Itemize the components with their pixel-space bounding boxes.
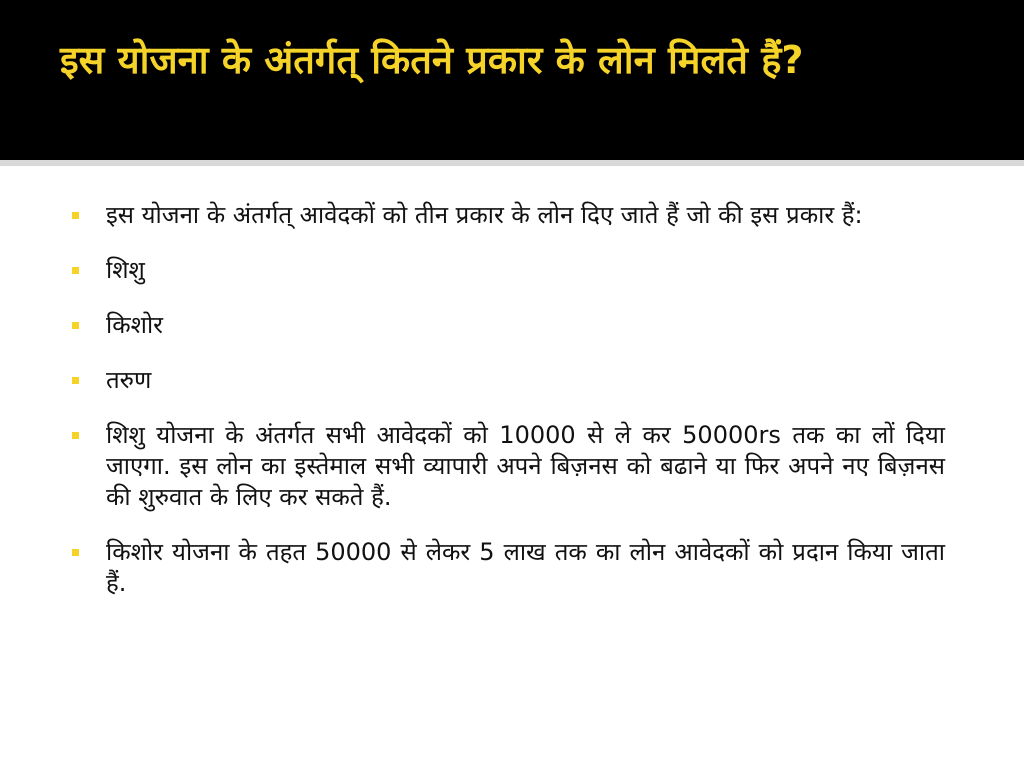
square-bullet-icon <box>72 549 79 556</box>
title-bar <box>0 0 1024 160</box>
bullet-item-intro <box>70 200 945 231</box>
bullet-text: इस योजना के अंतर्गत् आवेदकों को तीन प्रकार के लोन दिए जाते हैं जो की इस प्रकार हैं: <box>106 201 863 229</box>
bullet-item-kishor-detail <box>70 537 945 599</box>
square-bullet-icon <box>72 267 79 274</box>
bullet-item-shishu-detail <box>70 420 945 513</box>
square-bullet-icon <box>72 377 79 384</box>
bullet-text: किशोर योजना के तहत 50000 से लेकर 5 लाख तक का लोन आवेदकों को प्रदान किया जाता हैं. <box>106 538 945 597</box>
bullet-text: तरुण <box>106 366 152 394</box>
title-divider <box>0 160 1024 166</box>
bullet-list <box>70 200 945 623</box>
bullet-text: किशोर <box>106 311 163 339</box>
bullet-item-shishu <box>70 255 945 286</box>
slide-title: इस योजना के अंतर्गत् कितने प्रकार के लोन मिलते हैं? <box>60 38 804 82</box>
bullet-item-kishor <box>70 310 945 341</box>
square-bullet-icon <box>72 322 79 329</box>
bullet-item-tarun <box>70 365 945 396</box>
bullet-text: शिशु <box>106 256 145 284</box>
square-bullet-icon <box>72 432 79 439</box>
square-bullet-icon <box>72 212 79 219</box>
bullet-text: शिशु योजना के अंतर्गत सभी आवेदकों को 10000 से ले कर 50000rs तक का लों दिया जाएगा. इस लोन का इस्तेमाल सभी व्यापारी अपने बिज़नस को बढाने या फिर अपने नए बिज़नस की शुरुवात के लिए कर सकते हैं. <box>106 421 945 511</box>
